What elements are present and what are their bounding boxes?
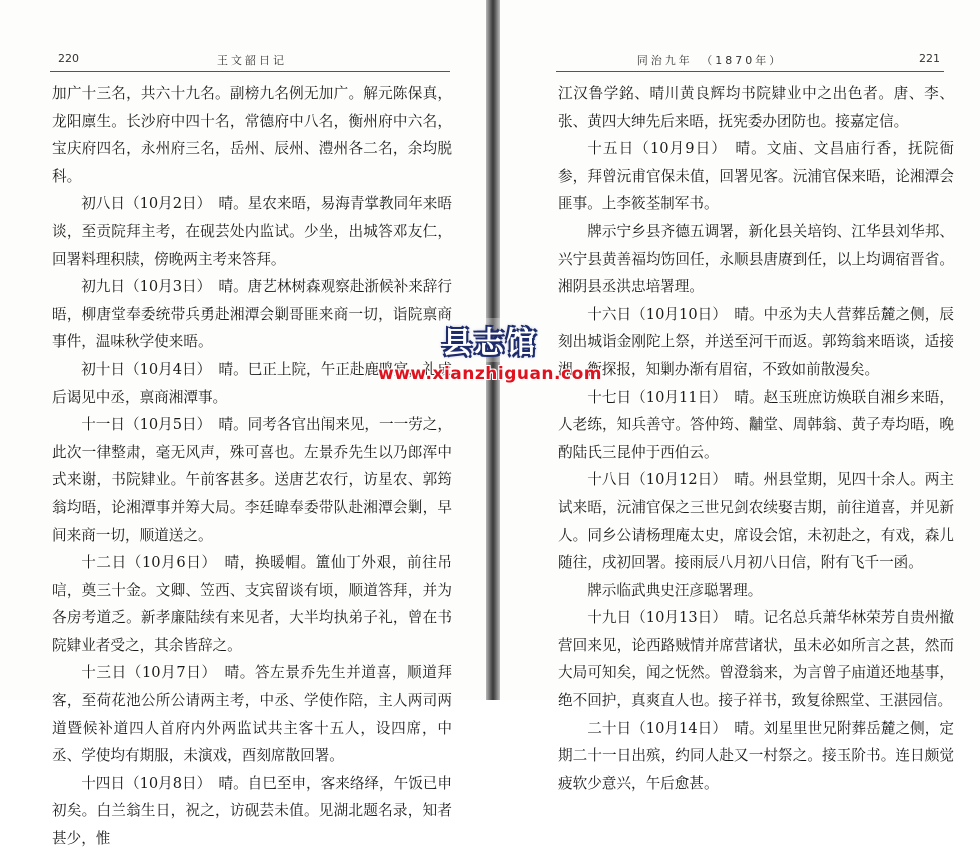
page-number: 220 [58,52,79,65]
diary-entry: 初九日（10月3日） 晴。唐艺林树森观察赴浙候补来辞行晤，柳唐堂奉委统带兵勇赴湘潭会剿哥匪来商一切，诣院禀商事件，温味秋学使来晤。 [52,278,452,351]
running-title: 王文韶日记 [217,54,287,67]
diary-entry: 十三日（10月7日） 晴。答左景乔先生并道喜，顺道拜客，至荷花池公所公请两主考，中丞、学使作陪，主人两司两道暨候补道四人首府内外两监试共主客十五人，设四席，中丞、学使均有期服，未演戏，酉刻席散回署。 [52,664,452,765]
paragraph: 江汉鲁学銘、晴川黄良辉均书院肄业中之出色者。唐、李、张、黄四大绅先后来晤，抚宪委办团防也。接嘉定信。 [558,85,954,130]
diary-entry: 十七日（10月11日） 晴。赵玉班庶访焕联自湘乡来晤，人老练，知兵善守。答仲筠、黼堂、周韩翁、黄子寿均晤，晚酌陆氏三昆仲于西伯云。 [558,388,954,461]
running-title: 同治九年 （1870年） [636,54,784,67]
diary-entry: 十五日（10月9日） 晴。文庙、文昌庙行香，抚院衙参，拜曾沅甫官保未值，回署见客。沅浦官保来晤，论湘潭会匪事。上李筱荃制军书。 [558,140,954,213]
notice-paragraph: 牌示临武典史汪彦聪署理。 [587,581,763,599]
book-spine [486,0,500,700]
watermark-url: www.xianzhiguan.com [378,364,602,384]
paragraph: 加广十三名，共六十九名。副榜九名例无加广。解元陈保真，龙阳廪生。长沙府中四十名，常德府中八名，衡州府中六名，宝庆府四名，永州府三名，岳州、辰州、澧州各二名，余均脱科。 [52,85,452,185]
notice-paragraph: 牌示宁乡县齐德五调署，新化县关培钧、江华县刘华邦、兴宁县黄善福均饬回任，永顺县唐赓到任，以上均调宿晋省。湘阴县丞洪忠培署理。 [558,222,954,296]
diary-entry: 二十日（10月14日） 晴。刘星里世兄附葬岳麓之侧，定期二十一日出殡，约同人赴又一村祭之。接玉阶书。连日颇觉疲软少意兴，午后愈甚。 [558,719,954,792]
diary-entry: 十六日（10月10日） 晴。中丞为夫人营葬岳麓之侧，辰刻出城诣金刚陀上祭，并送至河干而返。郭筠翁来晤谈，适接湘、衡探报，知剿办渐有眉宿，不致如前散漫矣。 [558,305,954,378]
right-page-header [560,52,940,70]
diary-entry: 十九日（10月13日） 晴。记名总兵萧华林荣芳自贵州撤营回来见，论西路贼情并席营诸状，虽未必如所言之甚，然而大局可知矣，闻之怃然。曾澄翁来，为言曾子庙道还地基事，绝不回护，真爽直人也。接子祥书，致复徐熙堂、王湛园信。 [558,609,954,710]
left-page-body [52,80,452,853]
watermark-logo: 县志馆 [436,318,544,362]
diary-entry: 十四日（10月8日） 晴。自巳至申，客来络绎，午饭已申初矣。白兰翁生日，祝之，访砚芸未值。见湖北题名录，知者甚少，惟 [52,774,452,848]
diary-entry: 十二日（10月6日） 晴，换暖帽。簠仙丁外艰，前往吊唁，奠三十金。文卿、笠西、支宾留谈有顷，顺道答拜，并为各房考道乏。新孝廉陆续有来见者，大半均执弟子礼，曾在书院肄业者受之，其余皆辞之。 [52,554,452,654]
header-rule [556,71,944,72]
diary-entry: 十八日（10月12日） 晴。州县堂期，见四十余人。两主试来晤，沅浦官保之三世兄剑农续娶吉期，前往道喜，并见新人。同乡公请杨理庵太史，席设会馆，未初赴之，有戏，森儿随往，戌初回署。接雨辰八月初八日信，附有飞千一函。 [558,471,954,572]
header-rule [50,71,450,72]
left-page [0,0,486,848]
right-page [500,0,980,792]
left-page-header [58,52,446,70]
diary-entry: 十一日（10月5日） 晴。同考各官出闱来见，一一劳之，此次一律整肃，毫无风声，殊可喜也。左景乔先生以乃郎浑中式来谢，书院肄业。午前客甚多。送唐艺农行，访星农、郭筠翁均晤，论湘潭事并筹大局。李廷暐奉委带队赴湘潭会剿，早间来商一切，顺道送之。 [52,416,452,544]
page-number: 221 [919,52,940,65]
right-page-body [558,80,954,797]
diary-entry: 初八日（10月2日） 晴。星农来晤，易海青掌教同年来晤谈，至贡院拜主考，在砚芸处内监试。少坐，出城答邓友仁，回署料理积牍，傍晚两主考来答拜。 [52,195,452,268]
diary-entry: 初十日（10月4日） 晴。巳正上院，午正赴鹿鸣宴，礼成后谒见中丞，禀商湘潭事。 [52,360,452,406]
